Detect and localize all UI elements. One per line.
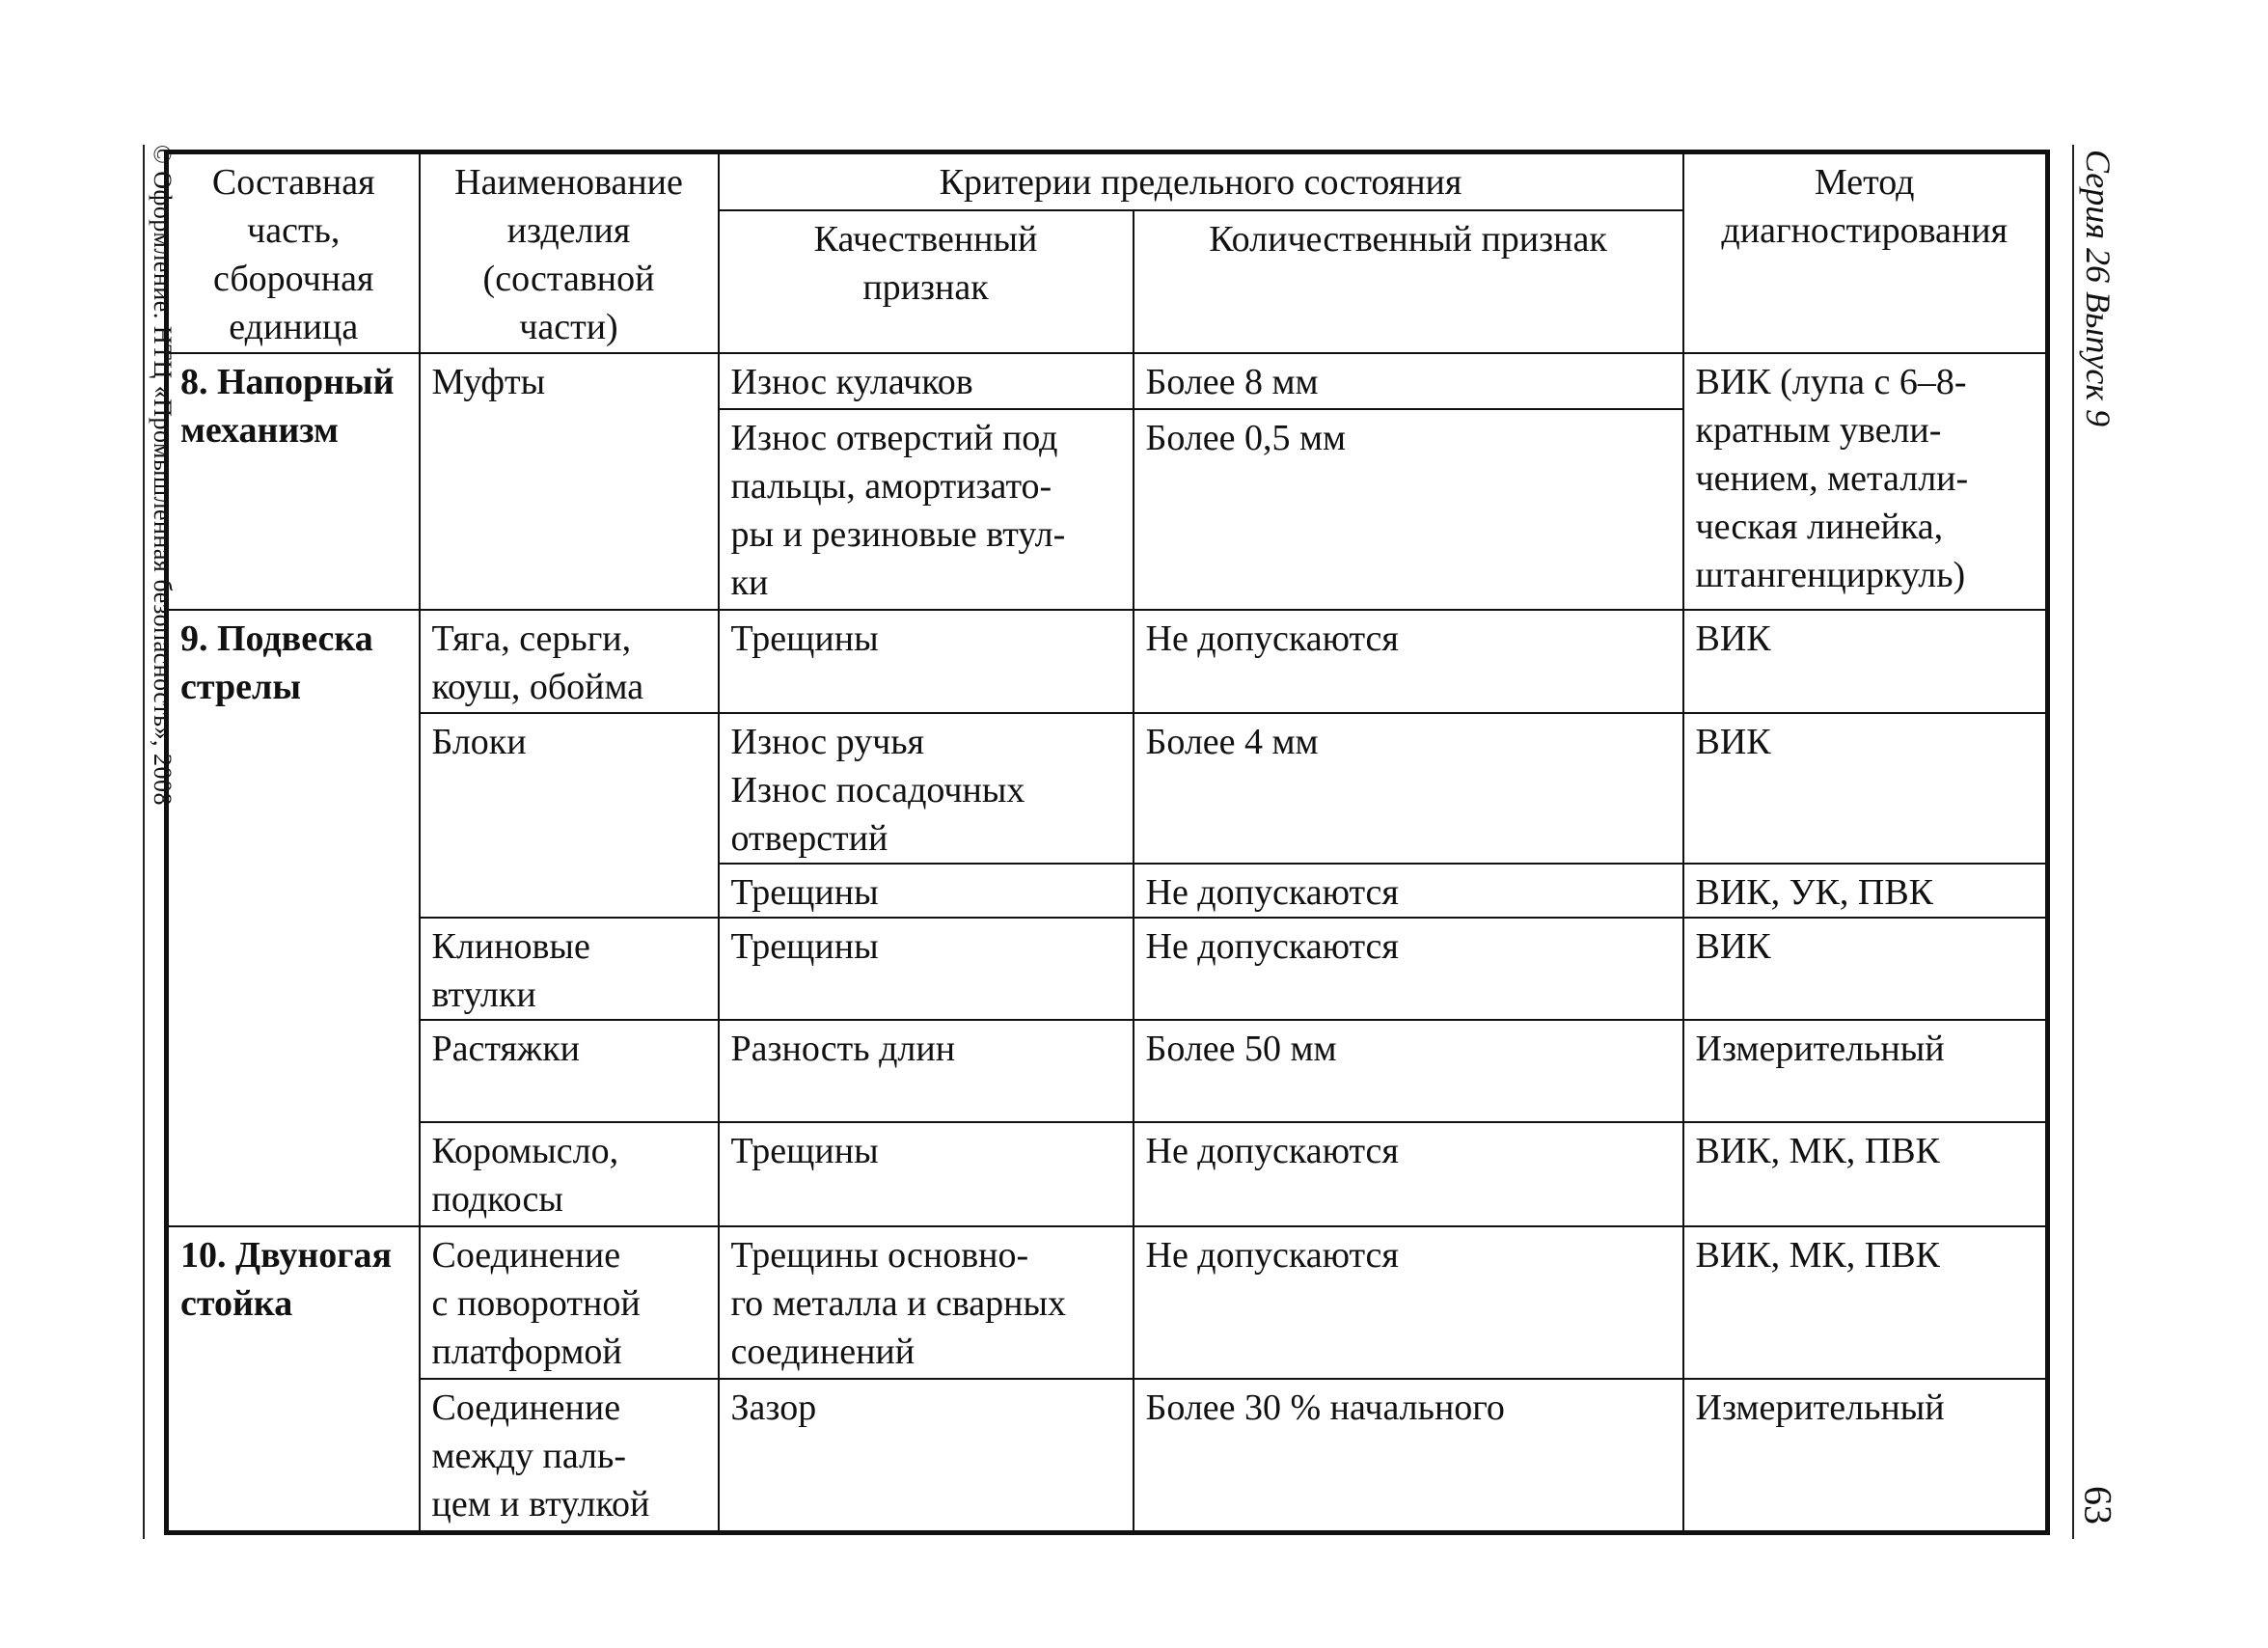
qual-9-4: Трещины bbox=[719, 918, 1134, 1020]
method-9-3: ВИК, УК, ПВК bbox=[1683, 864, 2048, 918]
method-10-2: Измерительный bbox=[1683, 1379, 2048, 1533]
header-method: Метод диагностирования bbox=[1683, 152, 2048, 353]
header-item: Наименование изделия (составной части) bbox=[420, 152, 719, 353]
method-9-6: ВИК, МК, ПВК bbox=[1683, 1122, 2048, 1226]
qual-9-1: Трещины bbox=[719, 610, 1134, 713]
method-9-1: ВИК bbox=[1683, 610, 2048, 713]
left-margin-rule bbox=[143, 145, 145, 1539]
qual-8-2: Износ отверстий под пальцы, амортизато- ры и резиновые втул- ки bbox=[719, 409, 1134, 610]
header-criteria: Критерии предельного состояния bbox=[719, 152, 1683, 210]
header-quantitative: Количественный признак bbox=[1134, 210, 1683, 353]
item-pin-bushing-joint: Соединение между паль- цем и втулкой bbox=[420, 1379, 719, 1533]
method-9-5: Измерительный bbox=[1683, 1020, 2048, 1122]
quant-9-2: Более 4 мм bbox=[1134, 713, 1683, 864]
item-blocks: Блоки bbox=[420, 713, 719, 918]
item-wedge-bushings: Клиновые втулки bbox=[420, 918, 719, 1020]
unit-10: 10. Двуногая стойка bbox=[167, 1226, 420, 1533]
method-10-1: ВИК, МК, ПВК bbox=[1683, 1226, 2048, 1379]
method-8: ВИК (лупа с 6–8- кратным увели- чением, металли- ческая линейка, штангенциркуль) bbox=[1683, 353, 2048, 610]
page-number: 63 bbox=[2076, 1486, 2120, 1524]
item-couplings: Муфты bbox=[420, 353, 719, 610]
quant-9-5: Более 50 мм bbox=[1134, 1020, 1683, 1122]
qual-8-1: Износ кулачков bbox=[719, 353, 1134, 409]
qual-10-1: Трещины основно- го металла и сварных соединений bbox=[719, 1226, 1134, 1379]
quant-10-2: Более 30 % начального bbox=[1134, 1379, 1683, 1533]
method-9-2: ВИК bbox=[1683, 713, 2048, 864]
item-rod: Тяга, серьги, коуш, обойма bbox=[420, 610, 719, 713]
qual-9-5: Разность длин bbox=[719, 1020, 1134, 1122]
right-margin-rule bbox=[2072, 145, 2074, 1539]
quant-9-1: Не допускаются bbox=[1134, 610, 1683, 713]
item-stays: Растяжки bbox=[420, 1020, 719, 1122]
item-rocker: Коромысло, подкосы bbox=[420, 1122, 719, 1226]
series-title: Серия 26 Выпуск 9 bbox=[2079, 150, 2118, 427]
qual-9-6: Трещины bbox=[719, 1122, 1134, 1226]
quant-9-6: Не допускаются bbox=[1134, 1122, 1683, 1226]
criteria-table bbox=[164, 150, 2050, 1535]
method-9-4: ВИК bbox=[1683, 918, 2048, 1020]
qual-9-2: Износ ручья Износ посадочных отверстий bbox=[719, 713, 1134, 864]
quant-8-2: Более 0,5 мм bbox=[1134, 409, 1683, 610]
qual-9-3: Трещины bbox=[719, 864, 1134, 918]
quant-9-3: Не допускаются bbox=[1134, 864, 1683, 918]
item-platform-joint: Соединение с поворотной платформой bbox=[420, 1226, 719, 1379]
quant-9-4: Не допускаются bbox=[1134, 918, 1683, 1020]
qual-10-2: Зазор bbox=[719, 1379, 1134, 1533]
unit-8: 8. Напорный механизм bbox=[167, 353, 420, 610]
quant-10-1: Не допускаются bbox=[1134, 1226, 1683, 1379]
unit-9: 9. Подвеска стрелы bbox=[167, 610, 420, 1226]
header-qualitative: Качественный признак bbox=[719, 210, 1134, 353]
quant-8-1: Более 8 мм bbox=[1134, 353, 1683, 409]
copyright-text: © Оформление. НТЦ «Промышленная безопасность», 2008 bbox=[149, 145, 177, 806]
header-unit: Составная часть, сборочная единица bbox=[167, 152, 420, 353]
